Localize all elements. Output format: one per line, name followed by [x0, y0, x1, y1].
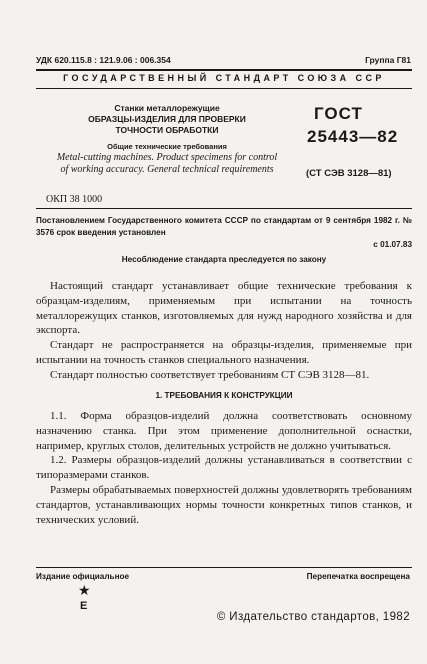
official-edition: Издание официальное — [36, 572, 130, 581]
edition-letter: Е — [80, 600, 88, 612]
title-rule — [36, 208, 412, 209]
section-paragraph: 1.1. Форма образцов-изделий должна соответствовать основному назначению станка. При этом применение дополнительной оснастки, например, круглых столов, делительных устройств не должно учитываться. — [36, 410, 412, 452]
gost-number: 25443—82 — [307, 127, 399, 146]
title-subtitle: Общие технические требования — [107, 142, 227, 151]
law-warning: Несоблюдение стандарта преследуется по закону — [121, 255, 327, 264]
gost-label: ГОСТ — [314, 104, 363, 123]
state-standard-banner: ГОСУДАРСТВЕННЫЙ СТАНДАРТ СОЮЗА ССР — [63, 73, 385, 83]
st-sev-number: (СТ СЭВ 3128—81) — [306, 168, 392, 179]
top-rule — [36, 69, 412, 71]
group-code: Группа Г81 — [365, 55, 411, 65]
intro-paragraph: Стандарт полностью соответствует требованиям СТ СЭВ 3128—81. — [50, 368, 370, 381]
footer-rule — [36, 567, 412, 568]
section-1-heading: 1. ТРЕБОВАНИЯ К КОНСТРУКЦИИ — [155, 391, 293, 400]
section-paragraph: 1.2. Размеры образцов-изделий должны устанавливаться в соответствии с типоразмерами станков. — [36, 454, 412, 482]
banner-rule — [36, 88, 412, 89]
star-icon: ★ — [78, 584, 91, 599]
title-en-line-1: Metal-cutting machines. Product specimens for control — [56, 152, 278, 163]
section-paragraph: Размеры обрабатываемых поверхностей должны удовлетворять требованиям стандартов, устанавливающих нормы точности конкретных типов станков, и технических условий. — [36, 483, 412, 526]
title-line-1: Станки металлорежущие — [114, 103, 220, 113]
decree-text: Постановлением Государственного комитета СССР по стандартам от 9 сентября 1982 г. № 3576 срок введения установлен — [36, 216, 412, 237]
intro-paragraph: Настоящий стандарт устанавливает общие технические требования к образцам-изделиям, применяемым при испытании на точность металлорежущих станков, изготовляемых для нужд народного хозяйства и для экспорта. — [36, 280, 412, 337]
title-en-line-2: of working accuracy. General technical requirements — [60, 164, 274, 175]
title-block-en — [36, 152, 298, 176]
intro-text — [36, 279, 412, 383]
title-line-2: ОБРАЗЦЫ-ИЗДЕЛИЯ ДЛЯ ПРОВЕРКИ — [88, 114, 246, 124]
section-1-text — [36, 409, 412, 527]
udk-code: УДК 620.115.8 : 121.9.06 : 006.354 — [36, 55, 171, 65]
reprint-notice: Перепечатка воспрещена — [306, 572, 410, 581]
publisher-copyright: © Издательство стандартов, 1982 — [216, 611, 410, 623]
title-block-ru — [36, 103, 298, 152]
title-line-3: ТОЧНОСТИ ОБРАБОТКИ — [115, 125, 219, 135]
okp-code: ОКП 38 1000 — [46, 194, 103, 205]
intro-paragraph: Стандарт не распространяется на образцы-изделия, применяемые при испытании на точность станков специального назначения. — [36, 339, 412, 366]
effective-date: с 01.07.83 — [373, 240, 412, 249]
